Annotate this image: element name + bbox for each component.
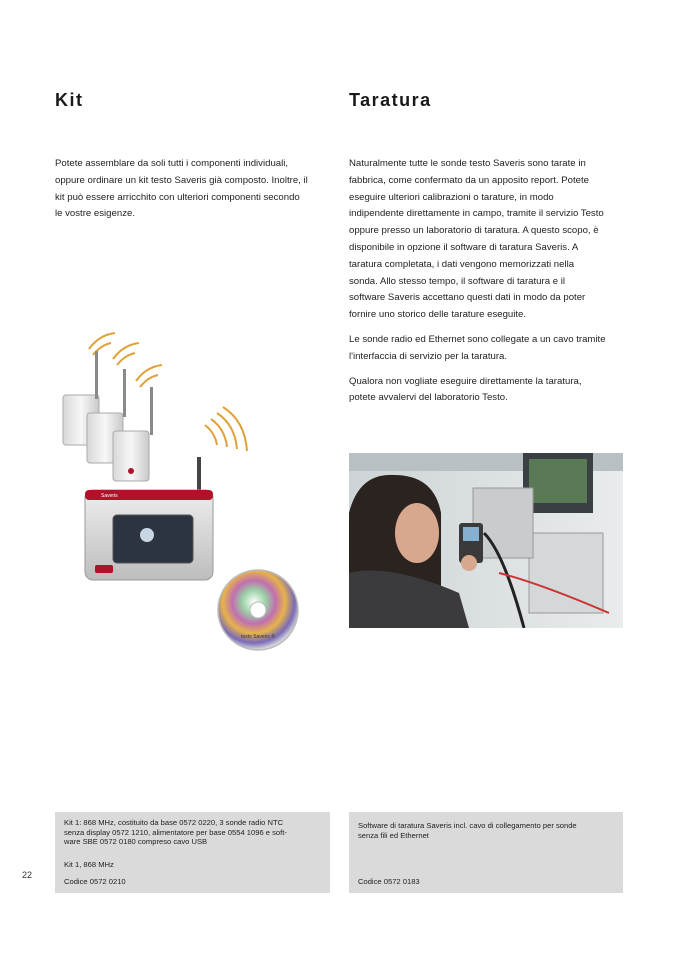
text-line: Kit 1: 868 MHz, costituito da base 0572 0220, 3 sonde radio NTC <box>64 818 284 827</box>
software-code: Codice 0572 0183 <box>358 877 420 886</box>
kit-info-box <box>55 812 330 893</box>
saveris-kit-image <box>55 325 315 660</box>
cd-label: testo Saveris ® <box>241 634 275 640</box>
text-line: le vostre esigenze. <box>55 208 135 220</box>
text-line: eseguire ulteriori calibrazioni o tarature, in modo <box>349 191 554 203</box>
text-line: ware SBE 0572 0180 compreso cavo USB <box>64 837 208 847</box>
text-line: oppure ordinare un kit testo Saveris già composto. Inoltre, il <box>55 174 308 186</box>
text-line: software Saveris accettano questi dati in modo da poter <box>349 292 586 304</box>
taratura-paragraph-3 <box>349 374 629 408</box>
page-number: 22 <box>22 870 33 880</box>
taratura-paragraph-1 <box>349 156 629 324</box>
text-line: fornire uno storico delle tarature eseguite. <box>349 309 527 321</box>
probe-3 <box>113 387 153 481</box>
text-line: l'interfaccia di servizio per la taratura. <box>349 350 508 362</box>
taratura-text <box>349 156 629 415</box>
kit-name: Kit 1, 868 MHz <box>64 860 114 869</box>
taratura-heading: Taratura <box>349 90 432 110</box>
text-line: fabbrica, come confermato da un apposito report. Potete <box>349 174 589 186</box>
text-line: potete avvalervi del laboratorio Testo. <box>349 392 508 404</box>
text-line: senza display 0572 1210, alimentatore per base 0554 1096 e soft- <box>64 827 287 837</box>
text-line: Qualora non vogliate eseguire direttamente la taratura, <box>349 375 582 387</box>
text-line: Potete assemblare da soli tutti i componenti individuali, <box>55 158 289 169</box>
text-line: oppure presso un laboratorio di taratura. A questo scopo, è <box>349 225 599 237</box>
text-line: Naturalmente tutte le sonde testo Saveris sono tarate in <box>349 158 586 169</box>
text-line: Software di taratura Saveris incl. cavo di collegamento per sonde <box>358 821 577 830</box>
kit-code: Codice 0572 0210 <box>64 877 126 886</box>
text-line: sonda. Allo stesso tempo, il software di taratura e il <box>349 275 565 287</box>
software-cd-image <box>218 570 298 650</box>
text-line: taratura completata, i dati vengono memorizzati nella <box>349 258 575 270</box>
kit-description <box>64 818 320 847</box>
text-line: senza fili ed Ethernet <box>358 830 429 840</box>
text-line: disponibile in opzione il software di taratura Saveris. A <box>349 241 579 253</box>
calibration-lab-photo <box>349 453 623 628</box>
text-line: Le sonde radio ed Ethernet sono collegate a un cavo tramite <box>349 333 606 345</box>
software-description <box>358 821 613 840</box>
device-label: Saveris <box>101 493 118 499</box>
kit-heading: Kit <box>55 90 84 110</box>
software-info-box <box>349 812 623 893</box>
text-line: indipendente direttamente in campo, tramite il servizio Testo <box>349 208 604 220</box>
kit-paragraph <box>55 156 340 223</box>
taratura-paragraph-2 <box>349 332 629 366</box>
text-line: kit può essere arricchito con ulteriori componenti secondo <box>55 191 300 203</box>
